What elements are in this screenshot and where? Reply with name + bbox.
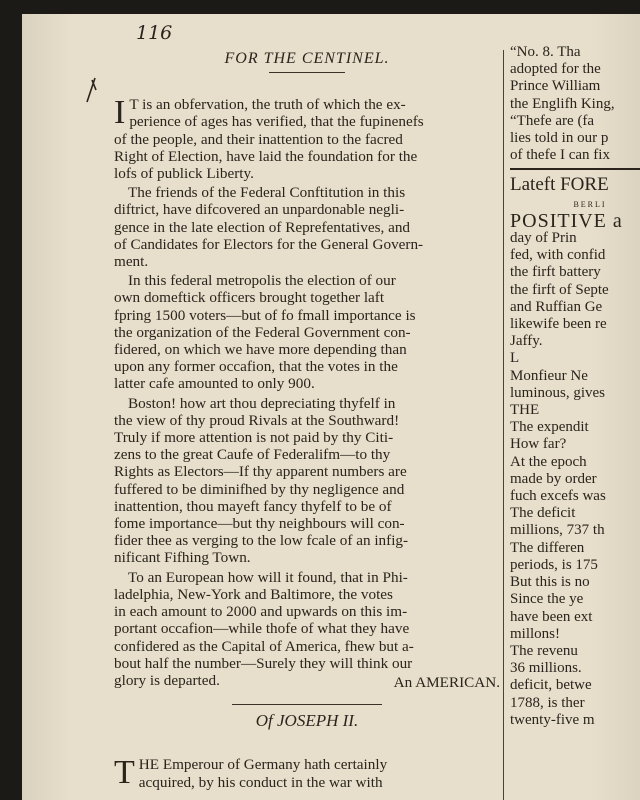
text-line: Jaffy.	[510, 333, 543, 350]
handwritten-mark-icon	[84, 76, 98, 104]
right-column	[510, 44, 640, 729]
text-line: The differen	[510, 539, 585, 556]
text-line: twenty-five m	[510, 711, 595, 728]
heading-rule	[269, 72, 345, 73]
text-line: At the epoch	[510, 453, 587, 470]
text-line: and Ruffian Ge	[510, 298, 603, 315]
drop-cap: T	[114, 754, 135, 792]
text-line: millons!	[510, 625, 561, 642]
text-line: made by order	[510, 470, 597, 487]
section-heading: Of JOSEPH II.	[255, 711, 359, 731]
text-line: the firft of Septe	[510, 281, 609, 298]
text-line: periods, is 175	[510, 556, 598, 573]
text-line: How far?	[510, 436, 567, 453]
text-line: have been ext	[510, 608, 593, 625]
text-line: L	[510, 350, 520, 367]
article-paragraph: Boston! how art thou depreciating thyfelf in the view of thy proud Rivals at the Southward! Truly if more attention is not paid by thy Citi- zens to the great Caufe of Federalifm—to thy Rights as Electors—If thy apparent numbers are fuffered to be diminifhed by thy negligence and inattention, thou mayeft fancy thyfelf to be of fome importance—but thy neighbours will con- fider thee as verging to the low fcale of an infig- nificant Fifhing Town.	[114, 394, 409, 567]
article-paragraph: I T is an obfervation, the truth of which the ex- perience of ages has verified, that the fupinenefs of the people, and their inattention to the facred Right of Election, have laid the foundation for the lofs of publick Liberty.	[114, 94, 424, 183]
text-line: deficit, betwe	[510, 677, 592, 694]
text-line: the firft battery	[510, 264, 601, 281]
text-line: Monfieur Ne	[510, 367, 588, 384]
text-line: “Thefe are (fa	[510, 112, 595, 129]
text-line: Prince William	[510, 78, 601, 95]
section-rule	[510, 168, 640, 170]
article-paragraph: To an European how will it found, that in Phi- ladelphia, New-York and Baltimore, the votes in each amount to 2000 and upwards on this im- portant occafion—while thofe of what they have confidered as the Capital of America, fhew but a- bout half the number—Surely they will think our glory is departed.	[114, 568, 414, 689]
text-line: of thefe I can fix	[510, 147, 610, 164]
text-line: But this is no	[510, 574, 590, 591]
text-line: day of Prin	[510, 230, 577, 247]
text-line: The revenu	[510, 642, 578, 659]
text-line: “No. 8. Tha	[510, 44, 581, 60]
text-line: THE	[510, 402, 540, 419]
text-line: Since the ye	[510, 591, 584, 608]
article-paragraph: THE Emperour of Germany hath certainly acquired, by his conduct in the war with	[114, 754, 388, 792]
drop-cap: I	[114, 94, 126, 132]
section-heading: Lateft FORE	[510, 174, 609, 196]
text-line: likewife been re	[510, 316, 607, 333]
section-rule	[232, 704, 382, 705]
right-top-lines	[510, 44, 640, 164]
text-line: The expendit	[510, 419, 589, 436]
dateline: BERLI	[573, 199, 607, 209]
article-paragraph: In this federal metropolis the election of our own domeftick officers brought together laft fpring 1500 voters—but of fo fmall importance is the organization of the Federal Government con- fidered, on which we have more depending than upon any former occafion, that the votes in the latter cafe amounted to only 900.	[114, 272, 416, 393]
newspaper-page	[22, 14, 640, 800]
text-line: 1788, is ther	[510, 694, 585, 711]
column-divider	[503, 50, 504, 800]
article-heading: FOR THE CENTINEL.	[224, 50, 390, 67]
text-line: millions, 737 th	[510, 522, 605, 539]
left-column	[114, 44, 500, 793]
text-line: fuch excefs was	[510, 488, 606, 505]
drop-cap-word: POSITIVE a	[510, 209, 623, 232]
text-line: luminous, gives	[510, 384, 606, 401]
article-paragraph: The friends of the Federal Conftitution in this diftrict, have difcovered an unpardonable negli- gence in the late election of Reprefentatives, and of Candidates for Electors for the General Govern- ment.	[114, 184, 424, 271]
text-line: adopted for the	[510, 61, 601, 78]
right-body-lines	[510, 230, 640, 729]
text-line: lies told in our p	[510, 130, 609, 147]
article-signature: An AMERICAN.	[393, 674, 500, 692]
text-line: The deficit	[510, 505, 576, 522]
text-line: 36 millions.	[510, 660, 582, 677]
page-number: 116	[136, 22, 173, 44]
text-line: the Englifh King,	[510, 95, 615, 112]
text-line: fed, with confid	[510, 247, 606, 264]
